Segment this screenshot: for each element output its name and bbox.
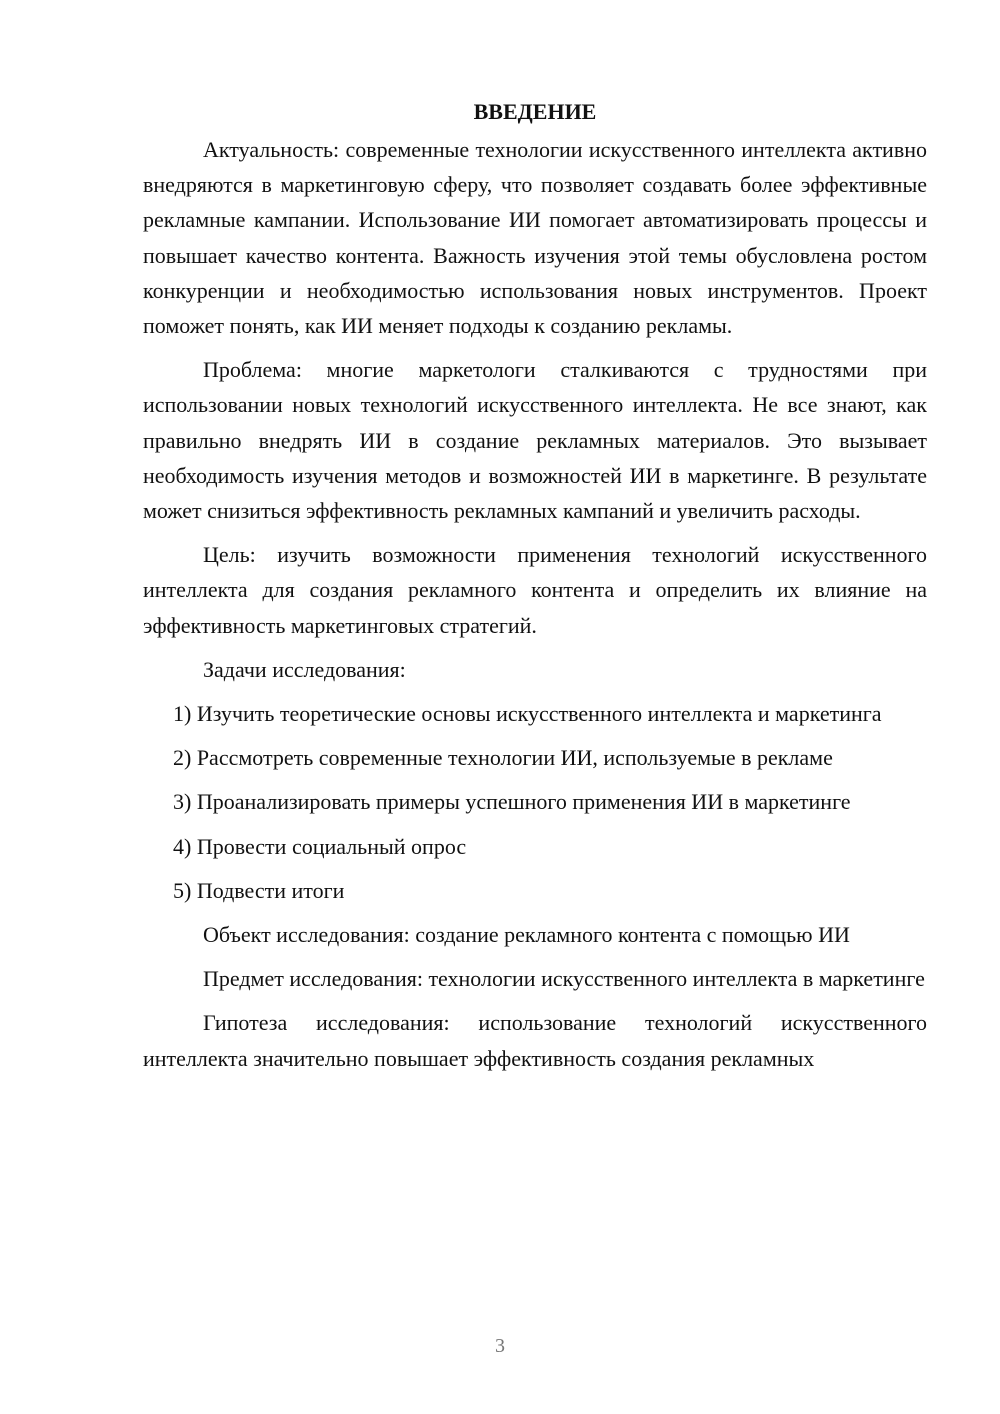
paragraph-problem: Проблема: многие маркетологи сталкиваются с трудностями при использовании новых технологий искусственного интеллекта. Не все знают, как правильно внедрять ИИ в создание рекламных материалов. Это вызывает необходимость изучения методов и возможностей ИИ в маркетинге. В результате может снизиться эффективность рекламных кампаний и увеличить расходы. xyxy=(143,357,927,524)
paragraph-goal: Цель: изучить возможности применения технологий искусственного интеллекта для создания рекламного контента и определить их влияние на эффективность маркетинговых стратегий. xyxy=(143,542,927,638)
section-heading: ВВЕДЕНИЕ xyxy=(473,99,597,124)
page-content xyxy=(143,94,927,1085)
paragraph-relevance: Актуальность: современные технологии искусственного интеллекта активно внедряются в маркетинговую сферу, что позволяет создавать более эффективные рекламные кампании. Использование ИИ помогает автоматизировать процессы и повышает качество контента. Важность изучения этой темы обусловлена ростом конкуренции и необходимостью использования новых инструментов. Проект поможет понять, как ИИ меняет подходы к созданию рекламы. xyxy=(143,137,927,339)
paragraph-hypothesis: Гипотеза исследования: использование технологий искусственного интеллекта значительно повышает эффективность создания рекламных xyxy=(143,1010,927,1071)
task-item: 2) Рассмотреть современные технологии ИИ, используемые в рекламе xyxy=(173,745,833,771)
page-number: 3 xyxy=(495,1335,505,1357)
task-item: 1) Изучить теоретические основы искусственного интеллекта и маркетинга xyxy=(173,701,882,727)
paragraph-subject: Предмет исследования: технологии искусственного интеллекта в маркетинге xyxy=(203,966,925,992)
task-item: 5) Подвести итоги xyxy=(173,877,345,903)
task-item: 4) Провести социальный опрос xyxy=(173,833,467,859)
tasks-label: Задачи исследования: xyxy=(203,656,406,682)
task-item: 3) Проанализировать примеры успешного применения ИИ в маркетинге xyxy=(173,789,851,815)
paragraph-object: Объект исследования: создание рекламного контента с помощью ИИ xyxy=(203,922,850,948)
